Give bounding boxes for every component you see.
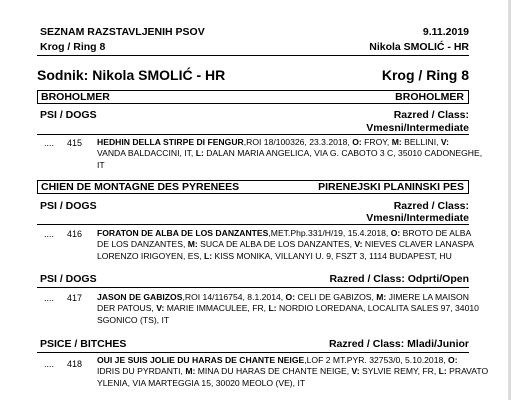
entry-dots: .... (44, 359, 55, 369)
class-label: Razred / Class: Odprti/Open (329, 273, 469, 285)
dog-name: FORATON DE ALBA DE LOS DANZANTES (97, 228, 269, 238)
catalog-number: 418 (67, 359, 83, 369)
section-divider (37, 134, 469, 135)
header-ring: Krog / Ring 8 (40, 41, 106, 53)
breed-header-pyrenees (37, 180, 469, 194)
sex-heading: PSICE / BITCHES (40, 338, 127, 350)
judge-ring: Krog / Ring 8 (381, 67, 469, 83)
class-name: Vmesni/Intermediate (366, 212, 469, 224)
breed-name-left: CHIEN DE MONTAGNE DES PYRENEES (41, 181, 240, 193)
entry-dots: .... (44, 293, 55, 303)
entry-416 (0, 228, 512, 264)
header-judge: Nikola SMOLIĆ - HR (369, 41, 469, 53)
catalog-title: SEZNAM RAZSTAVLJENIH PSOV (40, 26, 205, 38)
dog-name: HEDHIN DELLA STIRPE DI FENGUR (97, 137, 244, 147)
breed-header-broholmer (37, 90, 469, 104)
entry-text: OUI JE SUIS JOLIE DU HARAS DE CHANTE NEIGE,LOF 2 MT.PYR. 32753/0, 5.10.2018, O: IDRIS DU PYRDANTI, M: MINA DU HARAS DE CHANTE NEIGE, V: SYLVIE REMY, FR, L: PRAVATO YLENIA, VIA MARTEGGIA 15, 30020 MEOLO (VE), IT (97, 355, 489, 388)
header-divider (37, 55, 469, 56)
entry-418 (0, 355, 512, 391)
scrollbar-track[interactable] (508, 0, 511, 400)
section-divider (37, 352, 469, 353)
dog-name: JASON DE GABIZOS (97, 292, 183, 302)
catalog-number: 415 (67, 138, 83, 148)
breed-name-right: PIRENEJSKI PLANINSKI PES (318, 181, 464, 193)
class-label: Razred / Class: Mladi/Junior (328, 338, 469, 350)
class-label: Razred / Class: (393, 200, 469, 212)
breed-name-right: BROHOLMER (395, 91, 464, 103)
section-divider (37, 287, 469, 288)
entry-dots: .... (44, 229, 55, 239)
entry-415 (0, 137, 512, 173)
entry-text: FORATON DE ALBA DE LOS DANZANTES,MET.Php.331/H/19, 15.4.2018, O: BROTO DE ALBA DE LOS DANZANTES, M: SUCA DE ALBA DE LOS DANZANTES, V: NIEVES CLAVER LANASPA LORENZO IRIGOYEN, ES, L: KISS MONIKA, VILLANYI U. 9, FSZT 3, 1114 BUDAPEST, HU (97, 228, 474, 261)
section-divider (37, 224, 469, 225)
entry-dots: .... (44, 138, 55, 148)
entry-417 (0, 292, 512, 328)
class-name: Vmesni/Intermediate (366, 122, 469, 134)
breed-name-left: BROHOLMER (41, 91, 110, 103)
class-label: Razred / Class: (393, 109, 469, 121)
entry-text: HEDHIN DELLA STIRPE DI FENGUR,ROI 18/100326, 23.3.2018, O: FROY, M: BELLINI, V: VANDA BALDACCINI, IT, L: DALAN MARIA ANGELICA, VIA G. CABOTO 3 C, 35010 CADONEGHE, IT (97, 137, 483, 170)
catalog-number: 417 (67, 293, 83, 303)
sex-heading: PSI / DOGS (40, 109, 97, 121)
sex-heading: PSI / DOGS (40, 200, 97, 212)
header-date: 9.11.2019 (422, 26, 469, 38)
sex-heading: PSI / DOGS (40, 273, 97, 285)
judge-label: Sodnik: Nikola SMOLIĆ - HR (37, 67, 226, 83)
catalog-number: 416 (67, 229, 83, 239)
entry-text: JASON DE GABIZOS,ROI 14/116754, 8.1.2014, O: CELI DE GABIZOS, M: JIMERE LA MAISON DER PATOUS, V: MARIE IMMACULEE, FR, L: NORDIO LOREDANA, LOCALITA SALES 97, 34010 SGONICO (TS), IT (97, 292, 479, 325)
dog-name: OUI JE SUIS JOLIE DU HARAS DE CHANTE NEIGE (97, 355, 305, 365)
